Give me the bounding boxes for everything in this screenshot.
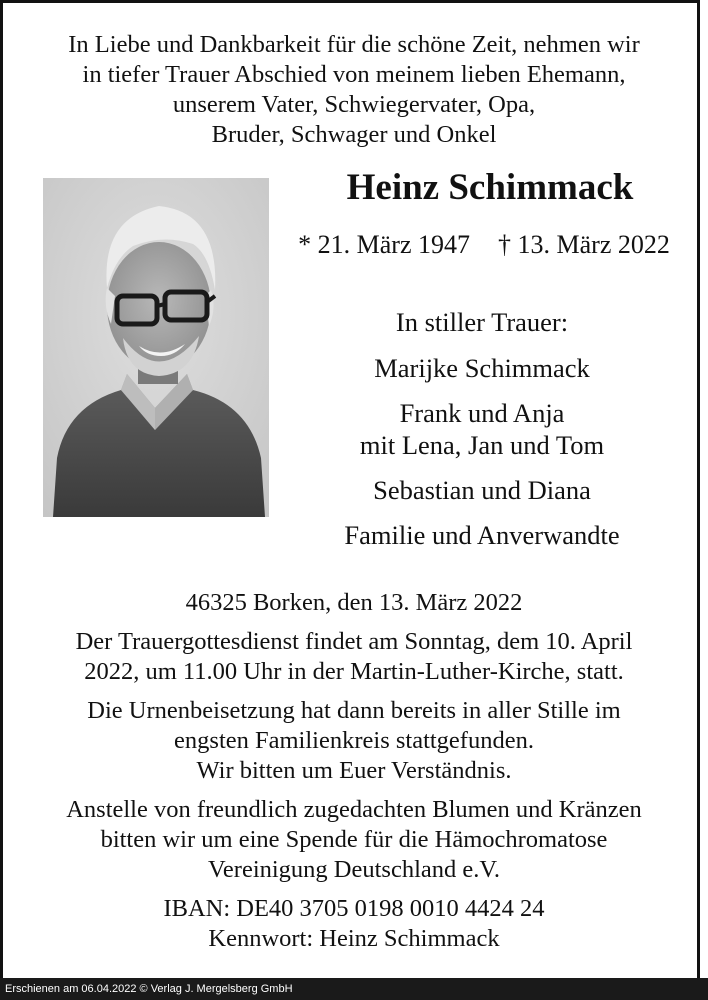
mourner-group: [284, 397, 680, 461]
donation-line: Anstelle von freundlich zugedachten Blumen und Kränzen: [66, 796, 642, 823]
service-line: 2022, um 11.00 Uhr in der Martin-Luther-Kirche, statt.: [84, 658, 624, 685]
intro-line: in tiefer Trauer Abschied von meinem lieben Ehemann,: [82, 61, 626, 88]
notice-body: [20, 588, 688, 963]
service-info: [20, 627, 688, 687]
portrait-photo-icon: [43, 178, 269, 517]
mourners-list: [284, 306, 680, 564]
mourner-line: Frank und Anja: [399, 398, 565, 428]
birth-date: * 21. März 1947: [298, 230, 470, 259]
life-dates: [270, 228, 698, 262]
mourner-line: Marijke Schimmack: [374, 353, 590, 383]
mourner-group: [284, 352, 680, 384]
deceased-name: Heinz Schimmack: [346, 167, 634, 208]
iban-line: IBAN: DE40 3705 0198 0010 4424 24: [163, 895, 545, 922]
portrait-photo: [43, 178, 269, 517]
mourner-group: [284, 474, 680, 506]
intro-line: unserem Vater, Schwiegervater, Opa,: [172, 91, 536, 118]
burial-line: Wir bitten um Euer Verständnis.: [196, 757, 512, 784]
intro-text: [20, 30, 688, 150]
bank-info: [20, 894, 688, 954]
mourner-line: Familie und Anverwandte: [344, 520, 620, 550]
keyword-line: Kennwort: Heinz Schimmack: [208, 925, 500, 952]
mourners-heading: In stiller Trauer:: [395, 307, 569, 337]
intro-line: Bruder, Schwager und Onkel: [211, 121, 497, 148]
death-date: † 13. März 2022: [498, 230, 670, 259]
intro-line: In Liebe und Dankbarkeit für die schöne Zeit, nehmen wir: [68, 31, 640, 58]
mourner-line: mit Lena, Jan und Tom: [359, 430, 605, 460]
publication-footer: Erschienen am 06.04.2022 © Verlag J. Mergelsberg GmbH: [0, 978, 708, 1000]
place-date: 46325 Borken, den 13. März 2022: [185, 589, 523, 616]
service-line: Der Trauergottesdienst findet am Sonntag, dem 10. April: [75, 628, 633, 655]
burial-line: Die Urnenbeisetzung hat dann bereits in aller Stille im: [87, 697, 621, 724]
burial-line: engsten Familienkreis stattgefunden.: [174, 727, 534, 754]
donation-info: [20, 795, 688, 885]
donation-line: Vereinigung Deutschland e.V.: [207, 856, 501, 883]
donation-line: bitten wir um eine Spende für die Hämochromatose: [100, 826, 608, 853]
mourner-line: Sebastian und Diana: [373, 475, 591, 505]
mourner-group: [284, 519, 680, 551]
burial-info: [20, 696, 688, 786]
